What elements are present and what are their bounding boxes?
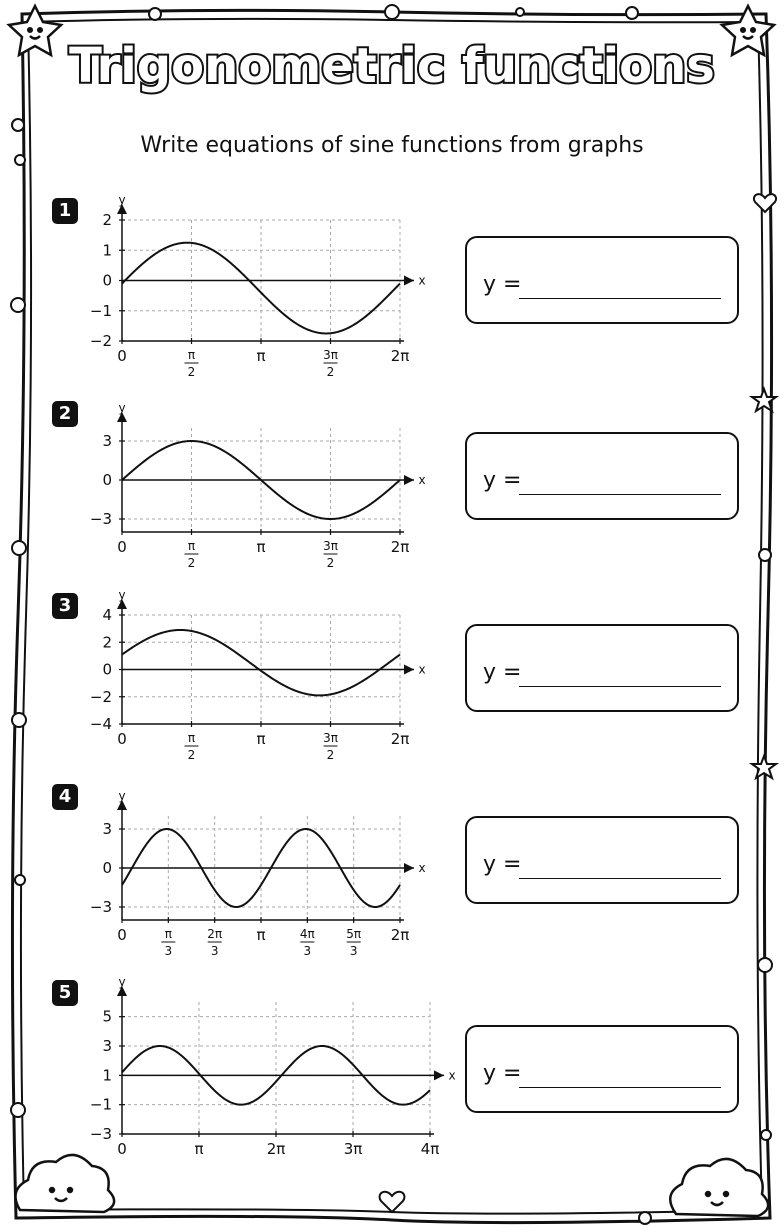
- x-tick-label: 0: [117, 730, 127, 748]
- y-axis-label: y: [118, 401, 126, 415]
- x-tick-label-denominator: 2: [187, 556, 196, 570]
- sine-graph-4: [84, 780, 444, 960]
- sine-graph-3: [84, 588, 444, 768]
- sine-graph-2: [84, 396, 444, 576]
- problem-number-1: 1: [52, 198, 78, 224]
- answer-line[interactable]: [519, 878, 721, 879]
- answer-box-4[interactable]: [465, 816, 739, 904]
- y-tick-label: −1: [89, 1095, 112, 1114]
- x-tick-label: π: [256, 538, 266, 556]
- x-tick-label: 0: [117, 347, 127, 365]
- x-tick-label-numerator: 2π: [207, 927, 223, 941]
- x-tick-label-denominator: 2: [326, 365, 335, 379]
- x-tick-label: 2π: [266, 1140, 286, 1158]
- x-tick-label-denominator: 3: [210, 944, 219, 958]
- sine-graph-1: [84, 195, 444, 385]
- y-axis-label: y: [118, 976, 126, 989]
- problem-number-2: 2: [52, 401, 78, 427]
- y-tick-label: 4: [102, 606, 112, 624]
- y-axis-label: y: [118, 588, 126, 602]
- x-tick-label: π: [194, 1140, 204, 1158]
- x-axis-arrow: [404, 665, 414, 675]
- answer-label: y =: [483, 272, 522, 297]
- y-tick-label: −3: [89, 898, 112, 916]
- answer-label: y =: [483, 468, 522, 493]
- x-tick-label: π: [256, 730, 266, 748]
- x-axis-label: x: [448, 1068, 456, 1083]
- answer-line[interactable]: [519, 298, 721, 299]
- x-tick-label-numerator: 3π: [323, 731, 338, 745]
- x-tick-label: 2π: [390, 926, 410, 944]
- x-tick-label-numerator: π: [164, 927, 172, 941]
- answer-line[interactable]: [519, 686, 721, 687]
- x-axis-arrow: [434, 1070, 444, 1080]
- y-tick-label: −1: [89, 301, 112, 320]
- x-axis-label: x: [418, 473, 426, 487]
- x-tick-label-denominator: 2: [326, 748, 335, 762]
- answer-line[interactable]: [519, 1087, 721, 1088]
- y-tick-label: −4: [89, 715, 112, 733]
- y-tick-label: 0: [102, 859, 112, 877]
- y-tick-label: −2: [89, 332, 112, 350]
- x-tick-label: 2π: [390, 538, 410, 556]
- x-tick-label-numerator: π: [187, 348, 196, 362]
- x-tick-label-numerator: 5π: [346, 927, 362, 941]
- answer-box-5[interactable]: [465, 1025, 739, 1113]
- answer-box-3[interactable]: [465, 624, 739, 712]
- answer-label: y =: [483, 660, 522, 685]
- x-axis-label: x: [418, 662, 426, 677]
- y-tick-label: 3: [102, 820, 112, 838]
- x-axis-arrow: [404, 475, 414, 485]
- x-tick-label-denominator: 2: [326, 556, 335, 570]
- y-tick-label: 3: [102, 432, 112, 450]
- problem-number-5: 5: [52, 980, 78, 1006]
- x-tick-label: 0: [117, 926, 127, 944]
- x-tick-label: 2π: [390, 347, 410, 365]
- y-tick-label: 0: [102, 660, 112, 679]
- y-tick-label: 2: [102, 633, 112, 652]
- x-axis-label: x: [418, 861, 426, 875]
- x-tick-label-denominator: 3: [349, 944, 358, 958]
- x-tick-label: 0: [117, 1140, 127, 1158]
- x-tick-label-denominator: 2: [187, 748, 196, 762]
- problem-number-4: 4: [52, 784, 78, 810]
- answer-line[interactable]: [519, 494, 721, 495]
- y-tick-label: 1: [102, 241, 112, 260]
- x-tick-label: π: [256, 347, 266, 365]
- x-tick-label-numerator: 4π: [299, 927, 315, 941]
- x-tick-label-denominator: 3: [303, 944, 312, 958]
- y-tick-label: 0: [102, 471, 112, 489]
- y-axis-label: y: [118, 195, 126, 207]
- x-axis-arrow: [404, 863, 414, 873]
- y-tick-label: −2: [89, 687, 112, 706]
- y-tick-label: 2: [102, 211, 112, 229]
- x-axis-arrow: [404, 276, 414, 286]
- x-tick-label-numerator: 3π: [323, 348, 338, 362]
- x-tick-label: 3π: [343, 1140, 363, 1158]
- x-tick-label-numerator: π: [187, 539, 196, 553]
- x-tick-label: 2π: [390, 730, 410, 748]
- answer-label: y =: [483, 1061, 522, 1086]
- x-tick-label-denominator: 2: [187, 365, 196, 379]
- answer-box-2[interactable]: [465, 432, 739, 520]
- answer-label: y =: [483, 852, 522, 877]
- page-title: Trigonometric functions: [69, 38, 715, 94]
- y-tick-label: 0: [102, 271, 112, 290]
- y-axis-label: y: [118, 789, 126, 803]
- page-subtitle: Write equations of sine functions from graphs: [140, 133, 644, 158]
- y-tick-label: −3: [89, 1125, 112, 1143]
- x-tick-label: 4π: [420, 1140, 440, 1158]
- y-tick-label: 1: [102, 1066, 112, 1085]
- problem-number-3: 3: [52, 593, 78, 619]
- x-tick-label-denominator: 3: [164, 944, 173, 958]
- x-tick-label-numerator: 3π: [323, 539, 338, 553]
- x-tick-label: π: [256, 926, 266, 944]
- sine-graph-5: [84, 976, 464, 1166]
- x-tick-label-numerator: π: [187, 731, 196, 745]
- x-tick-label: 0: [117, 538, 127, 556]
- y-tick-label: 5: [102, 1007, 112, 1026]
- x-axis-label: x: [418, 273, 426, 288]
- y-tick-label: −3: [89, 510, 112, 528]
- answer-box-1[interactable]: [465, 236, 739, 324]
- y-tick-label: 3: [102, 1037, 112, 1055]
